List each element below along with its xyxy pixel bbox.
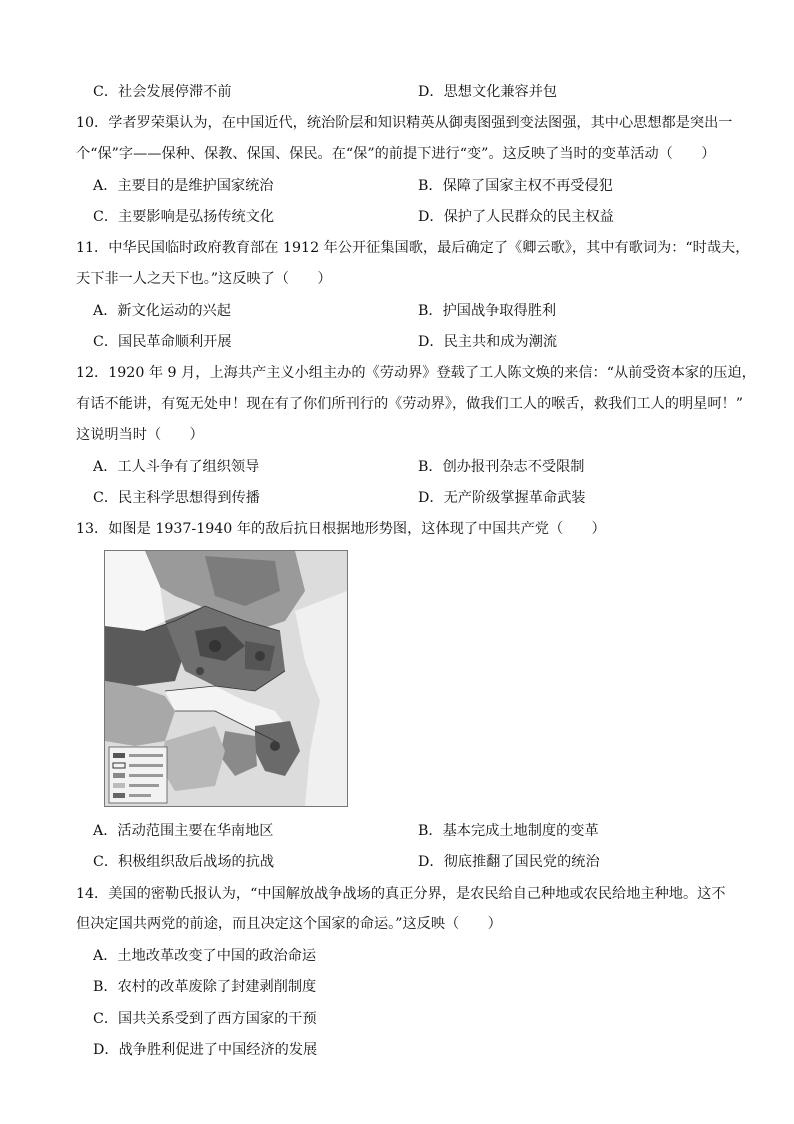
q14-stem-line1: 14．美国的密勒氏报认为，“中国解放战争战场的真正分界，是农民给自己种地或农民给地主种地。这不: [76, 886, 726, 902]
q9-option-d: D．思想文化兼容并包: [418, 84, 558, 100]
q14-option-c: C．国共关系受到了西方国家的干预: [93, 1011, 317, 1027]
q10-option-b: B．保障了国家主权不再受侵犯: [418, 178, 613, 194]
q11-option-b: B．护国战争取得胜利: [418, 303, 557, 319]
q12-stem-line2: 有话不能讲，有冤无处申！现在有了你们所刊行的《劳动界》，做我们工人的喉舌，救我们工人的明星呵！”: [76, 396, 743, 412]
q13-stem-line1: 13．如图是 1937-1940 年的敌后抗日根据地形势图，这体现了中国共产党（ ）: [76, 521, 606, 537]
q14-option-d: D．战争胜利促进了中国经济的发展: [93, 1042, 318, 1058]
base-area-map-image: [104, 550, 348, 807]
q14-stem-line2: 但决定国共两党的前途，而且决定这个国家的命运。”这反映（ ）: [76, 916, 502, 932]
q13-option-a: A．活动范围主要在华南地区: [93, 823, 274, 839]
q14-option-b: B．农村的改革废除了封建剥削制度: [93, 979, 317, 995]
q12-stem-line3: 这说明当时（ ）: [76, 427, 204, 443]
q10-stem-line1: 10．学者罗荣渠认为，在中国近代，统治阶层和知识精英从御夷图强到变法图强，其中心思想都是突出一: [76, 115, 733, 131]
q10-option-d: D．保护了人民群众的民主权益: [418, 209, 614, 225]
q13-option-b: B．基本完成土地制度的变革: [418, 823, 599, 839]
q13-option-c: C．积极组织敌后战场的抗战: [93, 854, 275, 870]
q11-stem-line1: 11．中华民国临时政府教育部在 1912 年公开征集国歌，最后确定了《卿云歌》，其中有歌词为：“时哉夫，: [76, 240, 750, 256]
q14-option-a: A．土地改革改变了中国的政治命运: [93, 948, 317, 964]
q12-option-a: A．工人斗争有了组织领导: [93, 459, 260, 475]
base-area-map-graphic: [105, 551, 347, 806]
q12-option-c: C．民主科学思想得到传播: [93, 490, 260, 506]
q10-option-c: C．主要影响是弘扬传统文化: [93, 209, 275, 225]
q11-stem-line2: 天下非一人之天下也。”这反映了（ ）: [76, 271, 332, 287]
q13-option-d: D．彻底推翻了国民党的统治: [418, 854, 600, 870]
q10-option-a: A．主要目的是维护国家统治: [93, 178, 274, 194]
q10-stem-line2: 个“保”字——保种、保教、保国、保民。在“保”的前提下进行“变”。这反映了当时的变革活动（ ）: [76, 146, 716, 162]
q12-stem-line1: 12．1920 年 9 月，上海共产主义小组主办的《劳动界》登载了工人陈文焕的来信：“从前受资本家的压迫，: [76, 365, 756, 381]
q12-option-b: B．创办报刊杂志不受限制: [418, 459, 585, 475]
q11-option-d: D．民主共和成为潮流: [418, 334, 558, 350]
q11-option-a: A．新文化运动的兴起: [93, 303, 231, 319]
q11-option-c: C．国民革命顺利开展: [93, 334, 232, 350]
q9-option-c: C．社会发展停滞不前: [93, 84, 232, 100]
q12-option-d: D．无产阶级掌握革命武装: [418, 490, 586, 506]
